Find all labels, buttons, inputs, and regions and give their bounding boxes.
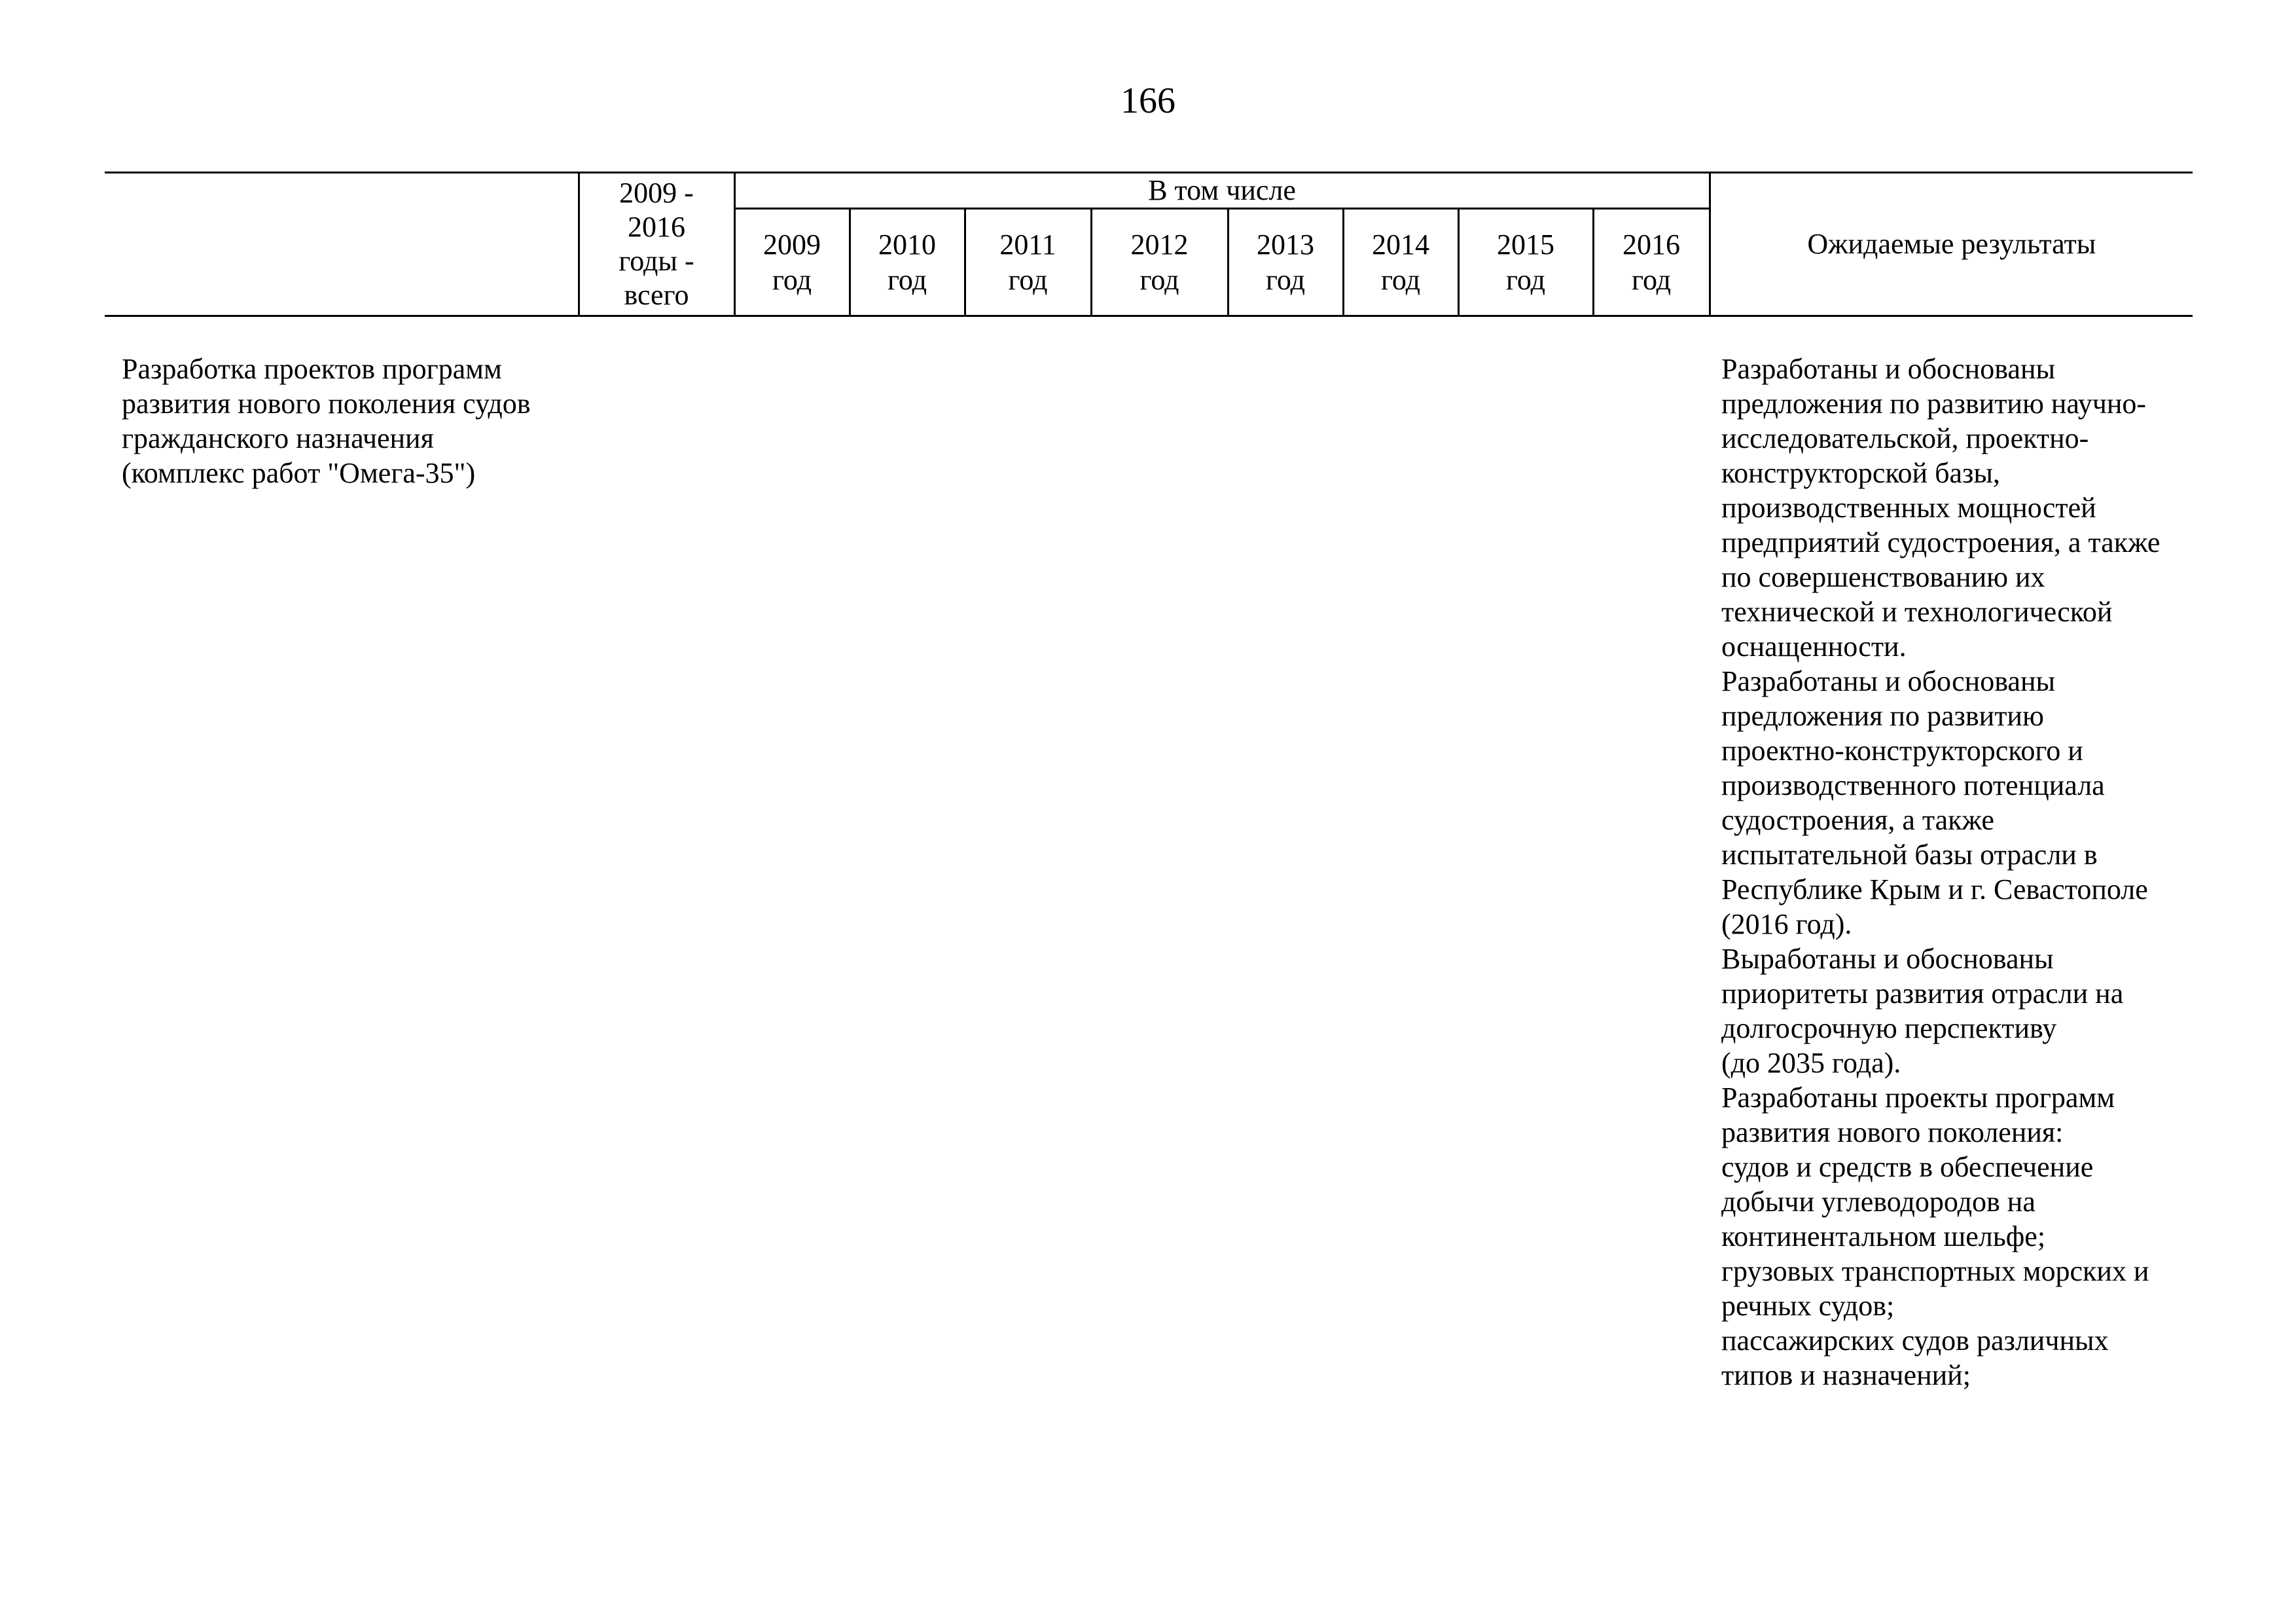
results-line: приоритеты развития отрасли на <box>1721 977 2124 1010</box>
results-line: Республике Крым и г. Севастополе <box>1721 873 2148 905</box>
year-unit: год <box>772 263 812 296</box>
measure-line: развития нового поколения судов <box>122 388 531 420</box>
year-header-2009 <box>734 209 850 316</box>
results-line: судостроения, а также <box>1721 804 1994 836</box>
measure-line: (комплекс работ "Омега-35") <box>122 457 476 489</box>
results-line: развития нового поколения: <box>1721 1116 2064 1148</box>
measure-description <box>122 352 632 490</box>
measure-header-cell <box>105 173 579 316</box>
year-unit: год <box>1265 263 1306 296</box>
year-label: 2015 <box>1497 228 1554 261</box>
results-line: континентальном шельфе; <box>1721 1220 2046 1252</box>
results-line: испытательной базы отрасли в <box>1721 839 2098 871</box>
results-line: грузовых транспортных морских и <box>1721 1255 2149 1287</box>
results-line: исследовательской, проектно- <box>1721 422 2089 454</box>
results-line: по совершенствованию их <box>1721 561 2045 593</box>
year-header-2013 <box>1228 209 1343 316</box>
year-header-2015 <box>1458 209 1593 316</box>
results-line: предложения по развитию научно- <box>1721 388 2147 420</box>
year-label: 2009 <box>763 228 821 261</box>
total-header-line: всего <box>624 279 689 311</box>
table-header <box>105 172 2193 317</box>
results-line: конструкторской базы, <box>1721 457 2000 489</box>
total-years-header <box>579 173 734 316</box>
year-label: 2010 <box>878 228 936 261</box>
results-line: пассажирских судов различных <box>1721 1324 2109 1357</box>
measure-line: гражданского назначения <box>122 422 434 454</box>
year-unit: год <box>1008 263 1048 296</box>
results-line: (до 2035 года). <box>1721 1047 1901 1079</box>
year-unit: год <box>1139 263 1179 296</box>
year-label: 2012 <box>1130 228 1189 261</box>
year-header-2012 <box>1091 209 1228 316</box>
results-line: Разработаны и обоснованы <box>1721 353 2056 385</box>
results-line: предложения по развитию <box>1721 700 2044 732</box>
year-unit: год <box>1632 263 1672 296</box>
total-header-line: 2016 <box>628 211 685 243</box>
expected-results-header: Ожидаемые результаты <box>1710 173 2193 316</box>
results-line: оснащенности. <box>1721 630 1907 663</box>
results-line: проектно-конструкторского и <box>1721 735 2083 767</box>
results-line: (2016 год). <box>1721 908 1852 940</box>
year-unit: год <box>1380 263 1421 296</box>
expected-results-text <box>1721 352 2206 1393</box>
results-line: добычи углеводородов на <box>1721 1186 2036 1218</box>
results-line: технической и технологической <box>1721 596 2113 628</box>
results-line: речных судов; <box>1721 1290 1895 1322</box>
measure-line: Разработка проектов программ <box>122 353 502 385</box>
results-line: производственного потенциала <box>1721 769 2105 801</box>
results-line: предприятий судостроения, а также <box>1721 526 2161 558</box>
results-line: долгосрочную перспективу <box>1721 1012 2057 1044</box>
results-line: производственных мощностей <box>1721 492 2096 524</box>
results-line: Выработаны и обоснованы <box>1721 943 2054 975</box>
total-header-line: 2009 - <box>619 177 694 209</box>
year-label: 2011 <box>999 228 1056 261</box>
year-label: 2016 <box>1623 228 1681 261</box>
year-header-2014 <box>1343 209 1458 316</box>
results-line: типов и назначений; <box>1721 1359 1971 1391</box>
year-header-2011 <box>965 209 1091 316</box>
year-unit: год <box>1505 263 1546 296</box>
year-header-2010 <box>850 209 965 316</box>
results-line: Разработаны и обоснованы <box>1721 665 2056 697</box>
year-label: 2014 <box>1372 228 1429 261</box>
results-line: Разработаны проекты программ <box>1721 1082 2115 1114</box>
including-group-header: В том числе <box>734 173 1710 209</box>
year-label: 2013 <box>1257 228 1314 261</box>
results-line: судов и средств в обеспечение <box>1721 1151 2094 1183</box>
page-number: 166 <box>1121 81 1175 121</box>
total-header-line: годы - <box>619 245 694 277</box>
year-header-2016 <box>1593 209 1710 316</box>
year-unit: год <box>887 263 927 296</box>
